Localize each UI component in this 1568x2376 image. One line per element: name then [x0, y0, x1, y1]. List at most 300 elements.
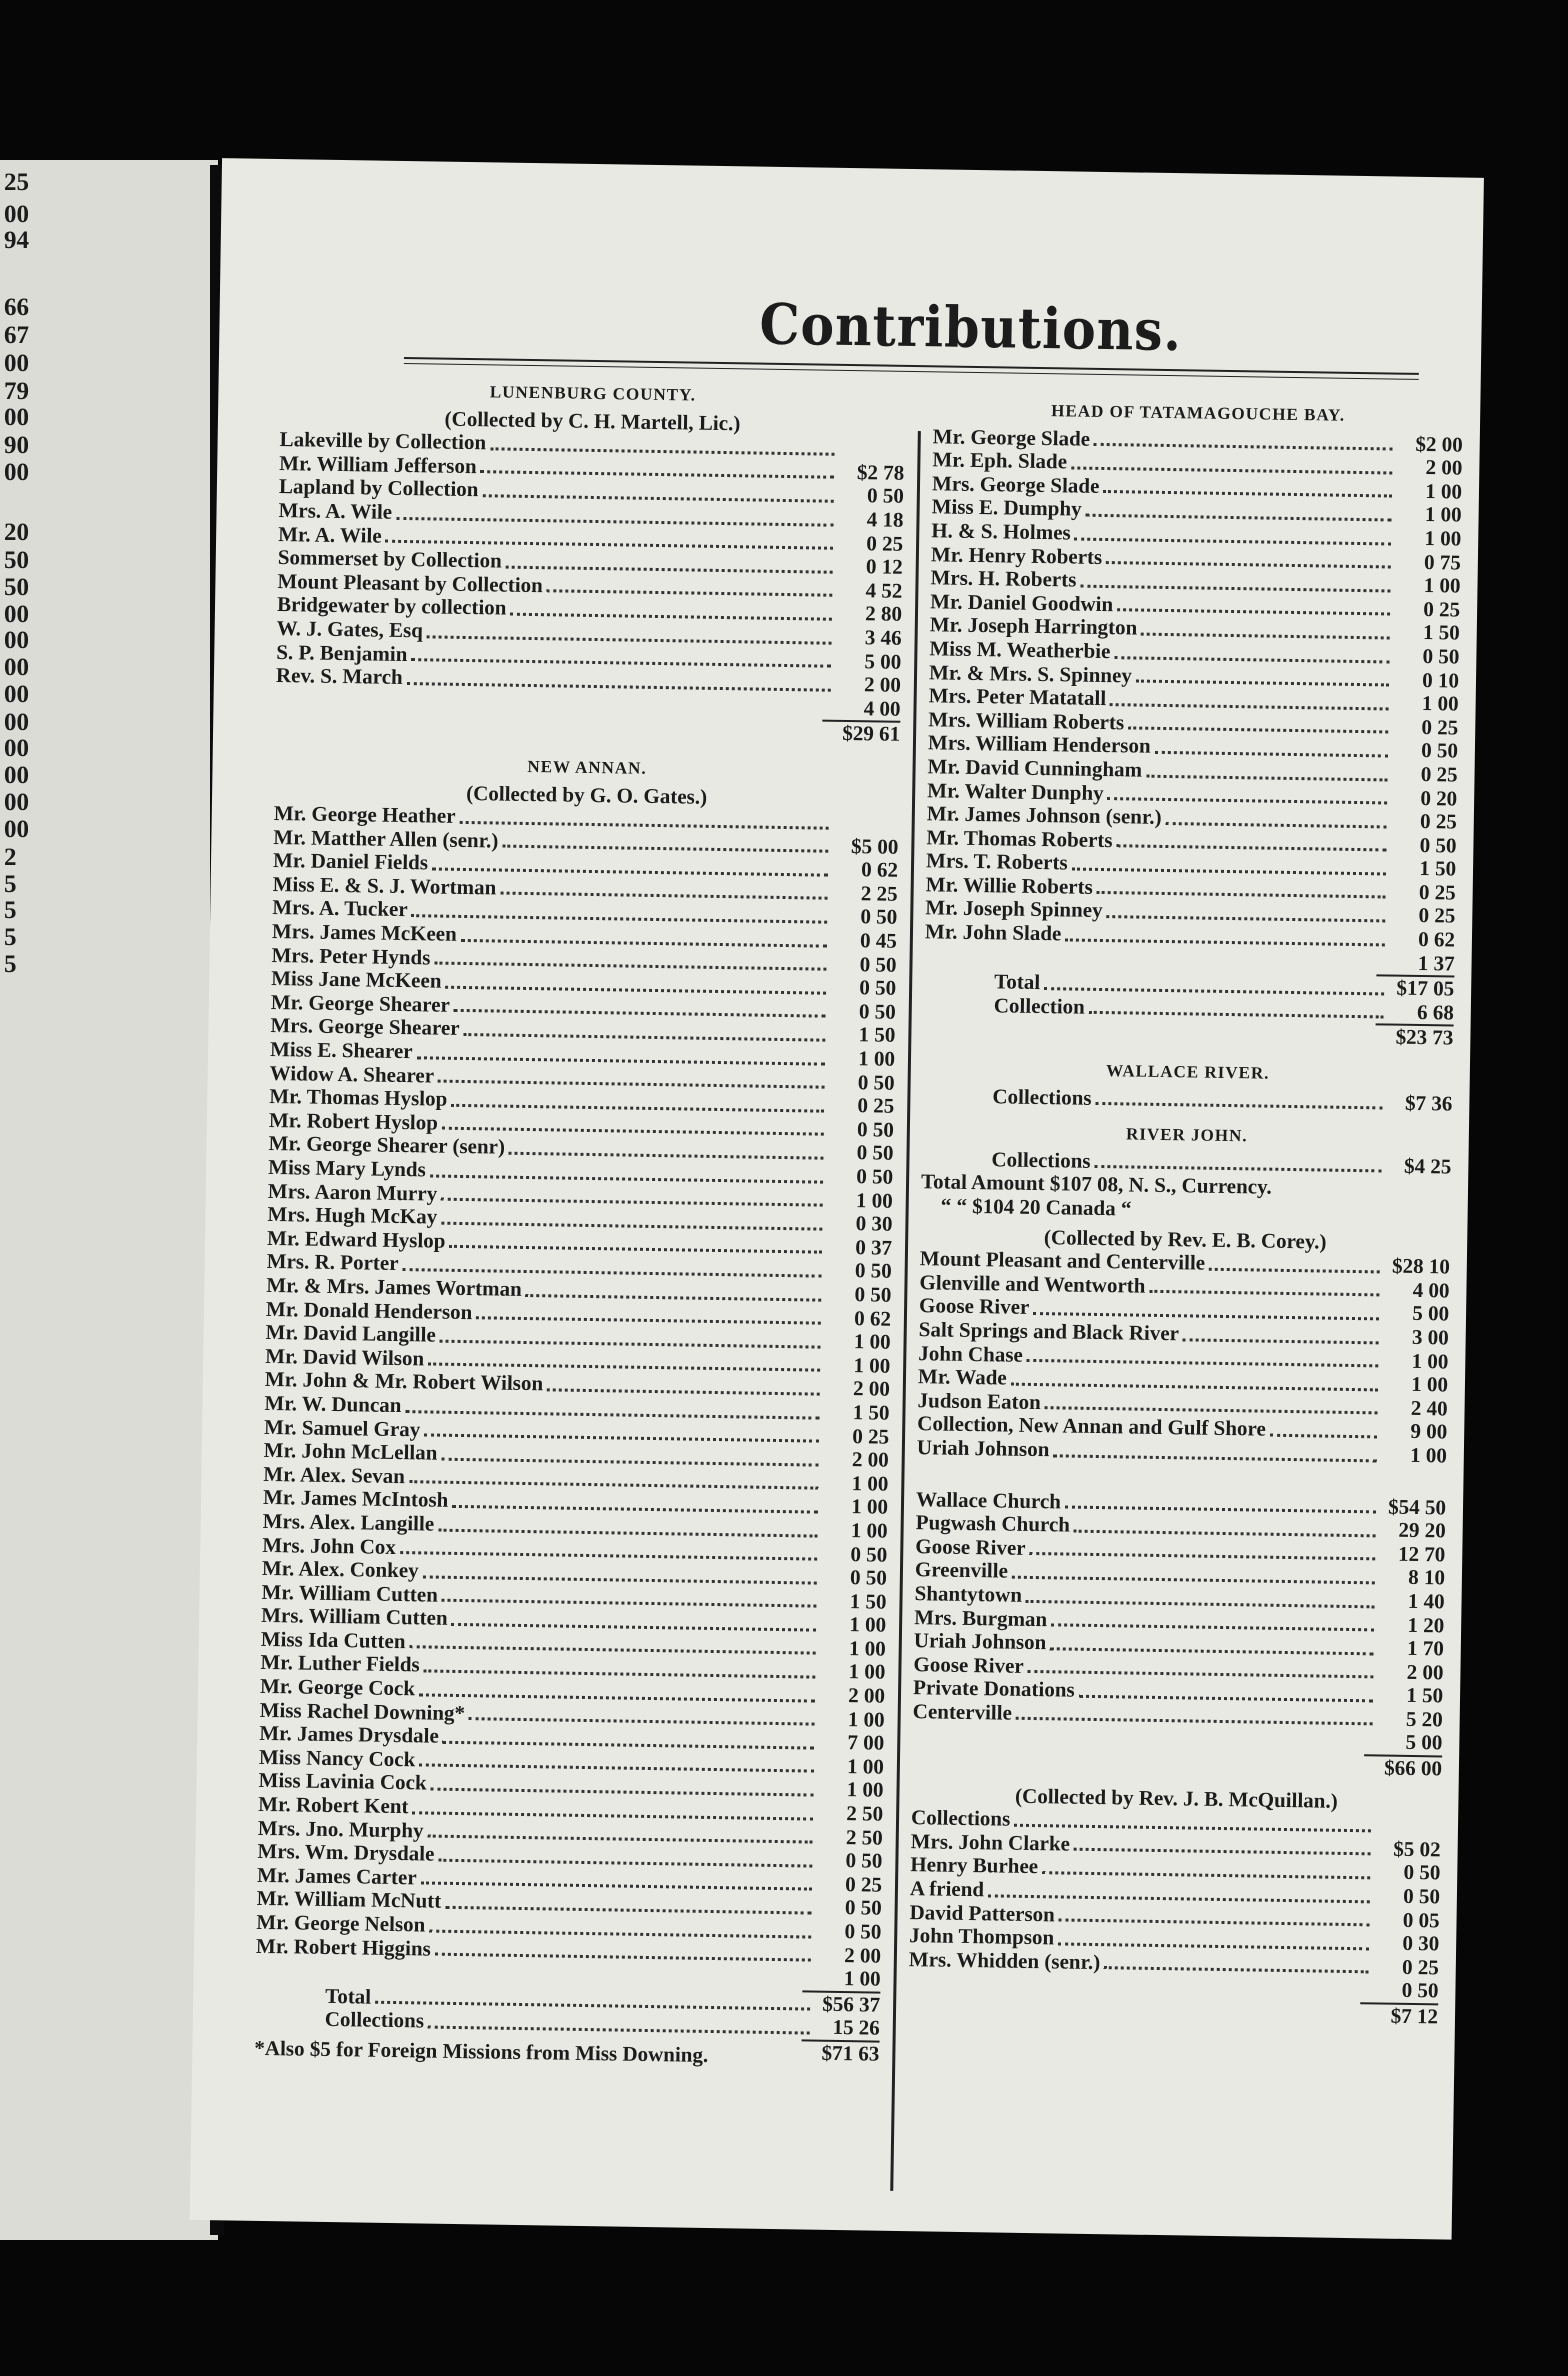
new-annan-grand-total: $71 63 — [821, 2040, 880, 2066]
entry-name: Greenville — [914, 1557, 1009, 1583]
entry-name: Mrs. James McKeen — [271, 919, 457, 946]
dot-leader — [445, 1906, 811, 1915]
entry-amount: 0 50 — [866, 483, 905, 509]
dot-leader — [441, 1457, 818, 1466]
entry-amount: 12 70 — [1397, 1541, 1446, 1567]
entry-name: Mr. William Jefferson — [279, 450, 477, 478]
left-page-number: 00 — [4, 627, 29, 654]
entry-amount: 2 40 — [1410, 1395, 1448, 1421]
entry-amount: 5 00 — [864, 648, 902, 674]
entry-name: W. J. Gates, Esq — [276, 615, 424, 643]
entry-amount: 2 00 — [851, 1447, 889, 1472]
entry-amount: 0 50 — [856, 1164, 894, 1189]
entry-amount: 3 46 — [864, 625, 902, 650]
entry-name: H. & S. Holmes — [931, 518, 1071, 545]
entry-name: Mrs. Whidden (senr.) — [908, 1946, 1101, 1974]
dot-leader — [1209, 1268, 1380, 1274]
entry-amount: 0 25 — [1423, 596, 1461, 622]
collections-amount: 15 26 — [832, 2015, 880, 2041]
entry-amount: 0 50 — [844, 1919, 882, 1944]
entry-amount: 1 40 — [1407, 1588, 1445, 1614]
left-page-number: 00 — [4, 404, 29, 431]
dot-leader — [430, 1174, 823, 1183]
entry-name: Glenville and Wentworth — [919, 1269, 1146, 1298]
dot-leader — [1051, 1623, 1374, 1631]
entry-name: Collections — [910, 1805, 1011, 1831]
left-page-number: 5 — [4, 871, 17, 898]
entry-amount: 1 50 — [849, 1588, 887, 1614]
collector-corey: (Collected by Rev. E. B. Corey.) — [1043, 1224, 1327, 1254]
entry-name: Mrs. William Roberts — [928, 706, 1125, 735]
entry-name: Mr. Daniel Goodwin — [930, 589, 1114, 616]
entry-name: Mrs. George Shearer — [270, 1013, 460, 1041]
entry-amount: 0 50 — [1401, 1978, 1439, 2003]
entry-name: John Thompson — [909, 1923, 1055, 1950]
entry-amount: 0 50 — [858, 999, 896, 1024]
entry-name: Goose River — [915, 1533, 1026, 1560]
dot-leader — [1080, 584, 1390, 592]
left-page-number: 20 — [4, 519, 29, 546]
mcquillan-total: $7 12 — [1390, 2003, 1439, 2029]
entry-name: Mr. Willie Roberts — [925, 872, 1093, 899]
entry-amount: $2 78 — [856, 459, 905, 485]
dot-leader — [510, 613, 832, 621]
dot-leader — [1097, 891, 1386, 899]
dot-leader — [1028, 1670, 1374, 1678]
entry-name: John Chase — [918, 1340, 1024, 1367]
entry-name: Miss Rachel Downing* — [259, 1697, 466, 1725]
dot-leader — [1011, 1382, 1378, 1391]
left-page-number: 00 — [4, 735, 29, 762]
left-page-number: 50 — [4, 574, 29, 601]
dot-leader — [449, 1245, 822, 1254]
section-heading-new-annan: NEW ANNAN. — [527, 756, 647, 778]
entry-name: Miss Mary Lynds — [268, 1154, 426, 1182]
entry-amount: 0 50 — [850, 1541, 888, 1567]
dot-leader — [1110, 703, 1389, 710]
dot-leader — [502, 845, 828, 853]
entry-amount: 0 62 — [861, 857, 899, 883]
entry-name: Mr. A. Wile — [277, 521, 382, 548]
entry-name: A friend — [909, 1876, 985, 1902]
entry-name: Mr. George Slade — [932, 423, 1091, 451]
entry-amount: 1 00 — [1423, 573, 1461, 598]
entry-amount: 1 00 — [855, 1187, 893, 1213]
entry-amount: 2 50 — [846, 1801, 884, 1826]
entry-name: Mr. Joseph Spinney — [925, 895, 1103, 923]
entry-amount: 0 25 — [1418, 903, 1456, 929]
entry-name: Mr. & Mrs. James Wortman — [266, 1272, 523, 1301]
dot-leader — [480, 471, 834, 480]
dot-leader — [1016, 1717, 1373, 1726]
entry-name: Mr. William Cutten — [261, 1579, 439, 1607]
entry-name: Mrs. Alex. Langille — [262, 1508, 435, 1536]
dot-leader — [429, 1929, 811, 1938]
total-amount-canada-line: “ “ $104 20 Canada “ — [940, 1193, 1132, 1221]
entry-name: Miss Nancy Cock — [258, 1744, 416, 1772]
total-label: Total — [994, 969, 1041, 995]
entry-amount: 1 50 — [1419, 856, 1457, 881]
lunenburg-total: $29 61 — [842, 721, 901, 747]
entry-name: Mrs. William Henderson — [927, 730, 1151, 759]
left-page-number: 00 — [4, 681, 29, 708]
collections-amount: $4 25 — [1403, 1153, 1452, 1179]
section-heading-tatamagouche: HEAD OF TATAMAGOUCHE BAY. — [1051, 401, 1346, 425]
entry-name: Mr. George Heather — [273, 801, 456, 828]
entry-name: Rev. S. March — [275, 663, 403, 690]
entry-amount: 1 20 — [1407, 1612, 1445, 1637]
dot-leader — [430, 1788, 813, 1797]
dot-leader — [1103, 490, 1392, 498]
entry-amount: 1 00 — [843, 1966, 881, 1991]
dot-leader — [1029, 1552, 1375, 1560]
entry-name: Mr. Robert Hyslop — [268, 1107, 439, 1135]
entry-amount: 1 00 — [851, 1494, 889, 1520]
left-column — [254, 371, 905, 2070]
entry-amount: 4 18 — [866, 507, 904, 532]
entry-amount: 2 00 — [843, 1942, 882, 1968]
entry-name: Mount Pleasant and Centerville — [919, 1246, 1206, 1275]
entry-name: Miss Ida Cutten — [260, 1626, 406, 1654]
dot-leader — [1149, 1290, 1379, 1297]
entry-name: Mr. Wade — [917, 1364, 1007, 1390]
entry-name: Mrs. Jno. Murphy — [257, 1815, 424, 1843]
entry-name: Mr. Edward Hyslop — [266, 1225, 446, 1253]
entry-amount: 1 00 — [846, 1753, 885, 1779]
entry-name: Lakeville by Collection — [279, 427, 487, 455]
entry-name: Miss E. Dumphy — [931, 494, 1082, 522]
entry-amount: 0 25 — [845, 1871, 883, 1897]
entry-name: Uriah Johnson — [913, 1628, 1047, 1655]
entry-amount: 2 00 — [1425, 455, 1463, 480]
entry-amount: 0 75 — [1423, 549, 1462, 575]
dot-leader — [509, 1152, 824, 1160]
mcquillan-list — [908, 1806, 1441, 2003]
dot-leader — [1154, 751, 1387, 758]
entry-name: Uriah Johnson — [916, 1435, 1050, 1462]
entry-amount: 1 00 — [1424, 525, 1462, 551]
entry-amount: $5 00 — [850, 833, 899, 859]
entry-amount: 0 25 — [1421, 714, 1459, 740]
dot-leader — [1027, 1359, 1379, 1368]
dot-leader — [1053, 1454, 1377, 1462]
dot-leader — [1086, 514, 1392, 522]
corey-list — [917, 1247, 1450, 1468]
collections-label: Collections — [991, 1147, 1091, 1173]
entry-amount: 1 00 — [1424, 502, 1462, 527]
dot-leader — [1146, 774, 1387, 781]
dot-leader — [469, 1717, 815, 1725]
left-page-number: 5 — [4, 924, 17, 951]
entry-name: Henry Burhee — [910, 1852, 1039, 1879]
entry-name: Miss E. & S. J. Wortman — [272, 871, 497, 900]
left-page-number: 00 — [4, 709, 29, 736]
entry-amount: 0 50 — [1403, 1860, 1441, 1885]
dot-leader — [1141, 633, 1390, 640]
left-page-number: 00 — [4, 762, 29, 789]
dot-leader — [500, 892, 827, 900]
dot-leader — [506, 565, 833, 573]
dot-leader — [1042, 1871, 1370, 1879]
entry-name: Mrs. Peter Hynds — [271, 942, 431, 970]
entry-name: Collection, New Annan and Gulf Shore — [917, 1411, 1266, 1441]
dot-leader — [526, 1294, 822, 1302]
entry-amount: 0 50 — [854, 1258, 892, 1284]
left-page-number: 66 — [4, 294, 29, 321]
total-label: Total — [325, 1983, 372, 2009]
left-page-edge — [0, 160, 218, 2240]
entry-amount: 0 62 — [1418, 927, 1456, 952]
entry-name: Mrs. Burgman — [914, 1604, 1048, 1631]
entry-name: Mrs. T. Roberts — [925, 848, 1068, 875]
entry-amount: 0 30 — [855, 1211, 893, 1236]
entry-name: Mrs. R. Porter — [266, 1249, 399, 1276]
entry-name: Mr. Donald Henderson — [265, 1296, 473, 1324]
entry-amount: 1 50 — [852, 1400, 890, 1425]
dot-leader — [427, 1835, 812, 1844]
entry-amount: 0 50 — [859, 951, 897, 977]
collection-amount: 6 68 — [1416, 999, 1454, 1025]
dot-leader — [1059, 1919, 1370, 1927]
left-page-number: 79 — [4, 378, 29, 405]
collection-label: Collection — [993, 993, 1086, 1019]
entry-amount: 0 25 — [866, 530, 904, 556]
lunenburg-list — [275, 428, 904, 721]
dot-leader — [463, 1033, 825, 1042]
dot-leader — [547, 1388, 820, 1395]
entry-name: Miss Lavinia Cock — [258, 1768, 427, 1795]
entry-amount: 5 00 — [1405, 1730, 1443, 1755]
dot-leader — [1026, 1599, 1375, 1607]
entry-amount: 1 00 — [848, 1659, 886, 1685]
dot-leader — [419, 1764, 814, 1773]
dot-leader — [1074, 1529, 1376, 1537]
entry-name: Mrs. A. Tucker — [272, 895, 408, 922]
entry-name: Mr. Samuel Gray — [263, 1414, 421, 1441]
dot-leader — [1117, 609, 1390, 616]
entry-name: Mr. Alex. Sevan — [263, 1461, 406, 1488]
dot-leader — [1065, 938, 1385, 946]
entry-name: Mr. Daniel Fields — [272, 848, 429, 875]
entry-name: Shantytown — [914, 1581, 1023, 1607]
entry-name: Mr. James Johnson (senr.) — [926, 801, 1162, 830]
entry-amount: 2 00 — [852, 1376, 891, 1402]
wallace-river-row — [922, 1084, 1452, 1116]
document-page — [190, 158, 1484, 2240]
entry-name: Sommerset by Collection — [277, 545, 502, 573]
entry-amount: 1 00 — [1411, 1372, 1449, 1397]
dot-leader — [1104, 1967, 1369, 1974]
entry-amount: 2 25 — [860, 881, 898, 906]
dot-leader — [434, 962, 826, 971]
left-page-number: 5 — [4, 897, 17, 924]
entry-amount: 1 00 — [846, 1777, 884, 1803]
dot-leader — [443, 1741, 815, 1750]
entry-name: Mr. Robert Higgins — [255, 1933, 431, 1961]
collections-label: Collections — [992, 1083, 1092, 1110]
dot-leader — [412, 1811, 813, 1820]
entry-name: Mrs. Wm. Drysdale — [257, 1839, 435, 1866]
dot-leader — [438, 1859, 812, 1868]
entry-amount: 0 50 — [857, 1069, 895, 1095]
dot-leader — [1094, 443, 1393, 451]
entry-name: Mr. David Langille — [265, 1320, 436, 1347]
total-amount-line: Total Amount $107 08, N. S., Currency. — [920, 1169, 1272, 1200]
dot-leader — [1165, 822, 1386, 828]
entry-amount: 0 20 — [1420, 785, 1458, 811]
dot-leader — [440, 1339, 821, 1348]
left-page-number: 00 — [4, 350, 29, 377]
entry-name: Mr. William McNutt — [256, 1886, 442, 1914]
entry-name: Mr. George Shearer — [270, 989, 451, 1017]
entry-name: Mrs. A. Wile — [278, 497, 393, 524]
entry-amount: 2 80 — [865, 601, 903, 627]
entry-amount: 2 00 — [863, 672, 902, 697]
entry-amount: 29 20 — [1398, 1517, 1446, 1543]
dot-leader — [454, 1009, 826, 1018]
dot-leader — [482, 494, 833, 503]
collections-amount: $7 36 — [1404, 1090, 1453, 1116]
page-title: Contributions. — [759, 291, 1183, 365]
entry-amount: 1 00 — [848, 1635, 886, 1661]
entry-amount: 0 05 — [1402, 1907, 1440, 1933]
entry-name: Mrs. John Clarke — [910, 1828, 1071, 1856]
dot-leader — [459, 821, 828, 830]
entry-name: Mrs. H. Roberts — [930, 565, 1077, 592]
entry-amount: 0 25 — [1420, 761, 1458, 787]
entry-name: Miss M. Weatherbie — [929, 636, 1111, 664]
dot-leader — [421, 1882, 812, 1891]
left-page-number: 00 — [4, 201, 29, 228]
dot-leader — [461, 939, 827, 948]
entry-name: Mr. John McLellan — [263, 1438, 438, 1465]
entry-amount: 0 37 — [855, 1234, 893, 1260]
collector-mcquillan: (Collected by Rev. J. B. McQuillan.) — [1014, 1783, 1338, 1813]
left-page-number: 25 — [4, 169, 29, 196]
entry-amount: 0 50 — [1402, 1883, 1441, 1909]
entry-amount: 1 00 — [1421, 691, 1459, 716]
dot-leader — [452, 1623, 817, 1632]
entry-amount: 1 50 — [1422, 620, 1460, 645]
entry-name: Mr. James Carter — [256, 1862, 417, 1890]
entry-amount: 0 25 — [1401, 1954, 1439, 1980]
entry-amount: 1 00 — [1425, 478, 1463, 504]
entry-amount: 0 50 — [854, 1282, 892, 1307]
dot-leader — [438, 1080, 825, 1089]
dot-leader — [1072, 867, 1386, 875]
entry-name: Mr. Thomas Hyslop — [269, 1084, 448, 1111]
entry-name: Mr. John Slade — [924, 919, 1062, 946]
dot-leader — [476, 1316, 821, 1324]
entry-name: Mrs. William Cutten — [261, 1603, 448, 1631]
section-heading-wallace-river: WALLACE RIVER. — [1106, 1061, 1270, 1083]
entry-amount: $5 02 — [1393, 1836, 1441, 1862]
entry-name: Bridgewater by collection — [276, 592, 507, 620]
entry-name: Mrs. Peter Matatall — [928, 683, 1107, 711]
entry-name: David Patterson — [909, 1899, 1056, 1927]
entry-name: Mr. George Cock — [259, 1673, 416, 1701]
left-page-number: 67 — [4, 322, 29, 349]
total-amount: $56 37 — [822, 1991, 881, 2017]
dot-leader — [1071, 466, 1392, 474]
entry-name: Mr. James Drysdale — [259, 1721, 439, 1748]
entry-name: Mr. Eph. Slade — [932, 447, 1068, 474]
entry-amount: $28 10 — [1391, 1253, 1451, 1279]
entry-amount: 0 30 — [1402, 1931, 1440, 1956]
entry-amount: 1 00 — [1409, 1442, 1448, 1468]
entry-amount: 0 25 — [1418, 879, 1456, 905]
entry-amount: 1 37 — [1417, 950, 1455, 976]
left-page-number: 00 — [4, 816, 29, 843]
entry-name: Goose River — [918, 1293, 1030, 1320]
entry-name: Mr. George Nelson — [256, 1909, 426, 1937]
churches-list — [912, 1488, 1446, 1756]
entry-amount: 0 50 — [860, 904, 898, 930]
entry-amount: 0 10 — [1422, 667, 1460, 693]
entry-amount: 0 50 — [1422, 643, 1460, 669]
entry-amount: 5 20 — [1405, 1706, 1443, 1732]
entry-name: S. P. Benjamin — [276, 639, 408, 666]
entry-amount: 2 00 — [848, 1683, 886, 1708]
left-page-number: 5 — [4, 951, 17, 978]
entry-amount: 0 50 — [845, 1848, 883, 1873]
entry-amount: 0 50 — [856, 1140, 894, 1166]
new-annan-list — [255, 802, 898, 1991]
dot-leader — [1116, 845, 1386, 852]
dot-leader — [1108, 797, 1388, 804]
entry-amount: $2 00 — [1415, 431, 1463, 457]
dot-leader — [445, 986, 826, 995]
entry-name: Mr. Henry Roberts — [930, 541, 1103, 569]
dot-leader — [1012, 1576, 1375, 1585]
right-column — [908, 391, 1464, 2029]
dot-leader — [1183, 1338, 1379, 1344]
entry-amount: 8 10 — [1407, 1565, 1446, 1590]
entry-name: Lapland by Collection — [278, 474, 479, 502]
entry-name: Mr. David Cunningham — [927, 754, 1143, 782]
dot-leader — [1065, 1506, 1376, 1514]
dot-leader — [452, 1505, 818, 1514]
dot-leader — [1058, 1942, 1369, 1950]
entry-name: Widow A. Shearer — [269, 1060, 435, 1088]
section-heading-river-john: RIVER JOHN. — [1125, 1124, 1248, 1146]
dot-leader — [1075, 537, 1392, 545]
dot-leader — [1079, 1695, 1373, 1703]
entry-name: Wallace Church — [915, 1486, 1062, 1513]
entry-name: Judson Eaton — [917, 1387, 1041, 1414]
dot-leader — [424, 1434, 819, 1443]
entry-name: Mr. John & Mr. Robert Wilson — [264, 1367, 544, 1396]
entry-amount: 0 12 — [865, 554, 903, 579]
dot-leader — [451, 1104, 824, 1113]
entry-amount: 1 50 — [1406, 1683, 1444, 1708]
entry-amount: 4 52 — [865, 578, 903, 603]
entry-name: Mr. W. Duncan — [264, 1390, 402, 1417]
entry-amount: 0 25 — [857, 1093, 895, 1118]
entry-name: Mr. & Mrs. S. Spinney — [928, 659, 1133, 687]
entry-amount: 5 00 — [1412, 1301, 1450, 1326]
entry-amount: 1 00 — [849, 1612, 887, 1637]
entry-name: Mr. James McIntosh — [262, 1485, 449, 1513]
entry-name: Pugwash Church — [915, 1510, 1071, 1537]
entry-name: Centerville — [912, 1699, 1013, 1725]
entry-name: Miss E. Shearer — [269, 1036, 413, 1064]
entry-name: Mr. George Shearer (senr) — [268, 1131, 506, 1160]
collector-new-annan: (Collected by G. O. Gates.) — [466, 780, 708, 809]
dot-leader — [1074, 1848, 1371, 1856]
entry-amount: 0 50 — [856, 1116, 895, 1142]
section-heading-lunenburg: LUNENBURG COUNTY. — [489, 382, 697, 405]
